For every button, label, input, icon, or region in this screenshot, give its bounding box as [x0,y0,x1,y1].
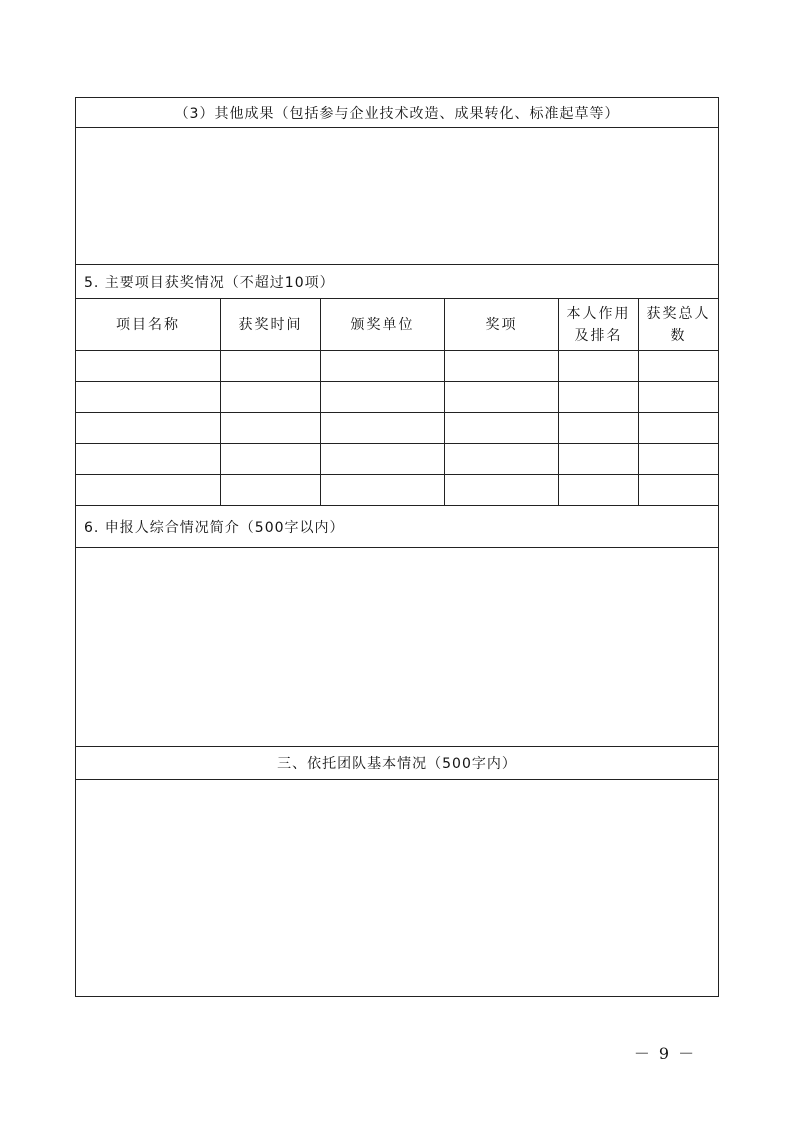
other-results-heading: （3）其他成果（包括参与企业技术改造、成果转化、标准起草等） [76,98,719,128]
table-cell[interactable] [639,382,719,413]
table-cell[interactable] [445,351,559,382]
table-row [76,413,719,444]
table-cell[interactable] [76,351,221,382]
table-row [76,475,719,506]
application-form-table [75,97,719,997]
awards-heading: 5. 主要项目获奖情况（不超过10项） [76,265,719,299]
table-cell[interactable] [559,444,639,475]
table-cell[interactable] [221,382,321,413]
table-cell[interactable] [639,444,719,475]
awards-header-row [76,299,719,351]
team-section-input-area[interactable] [76,780,719,997]
table-cell[interactable] [221,444,321,475]
table-cell[interactable] [639,413,719,444]
table-cell[interactable] [76,475,221,506]
awards-col-header: 项目名称 [76,299,221,351]
table-row [76,351,719,382]
table-cell[interactable] [559,475,639,506]
team-section-heading: 三、依托团队基本情况（500字内） [76,747,719,780]
awards-col-header: 颁奖单位 [321,299,445,351]
table-row [76,444,719,475]
table-cell[interactable] [639,475,719,506]
table-cell[interactable] [321,382,445,413]
awards-col-header: 奖项 [445,299,559,351]
table-cell[interactable] [321,351,445,382]
table-cell[interactable] [76,444,221,475]
table-cell[interactable] [559,413,639,444]
table-row [76,382,719,413]
table-cell[interactable] [559,351,639,382]
table-cell[interactable] [445,444,559,475]
table-cell[interactable] [321,413,445,444]
table-cell[interactable] [559,382,639,413]
applicant-summary-heading: 6. 申报人综合情况简介（500字以内） [76,506,719,548]
page-number: － 9 － [633,1044,697,1063]
table-cell[interactable] [321,475,445,506]
table-cell[interactable] [445,475,559,506]
other-results-input-area[interactable] [76,128,719,265]
applicant-summary-input-area[interactable] [76,548,719,747]
table-cell[interactable] [221,475,321,506]
table-cell[interactable] [221,413,321,444]
table-cell[interactable] [445,382,559,413]
awards-col-header: 获奖总人 数 [639,299,719,351]
table-cell[interactable] [221,351,321,382]
awards-col-header: 本人作用 及排名 [559,299,639,351]
table-cell[interactable] [639,351,719,382]
table-cell[interactable] [445,413,559,444]
table-cell[interactable] [76,382,221,413]
table-cell[interactable] [76,413,221,444]
table-cell[interactable] [321,444,445,475]
awards-col-header: 获奖时间 [221,299,321,351]
